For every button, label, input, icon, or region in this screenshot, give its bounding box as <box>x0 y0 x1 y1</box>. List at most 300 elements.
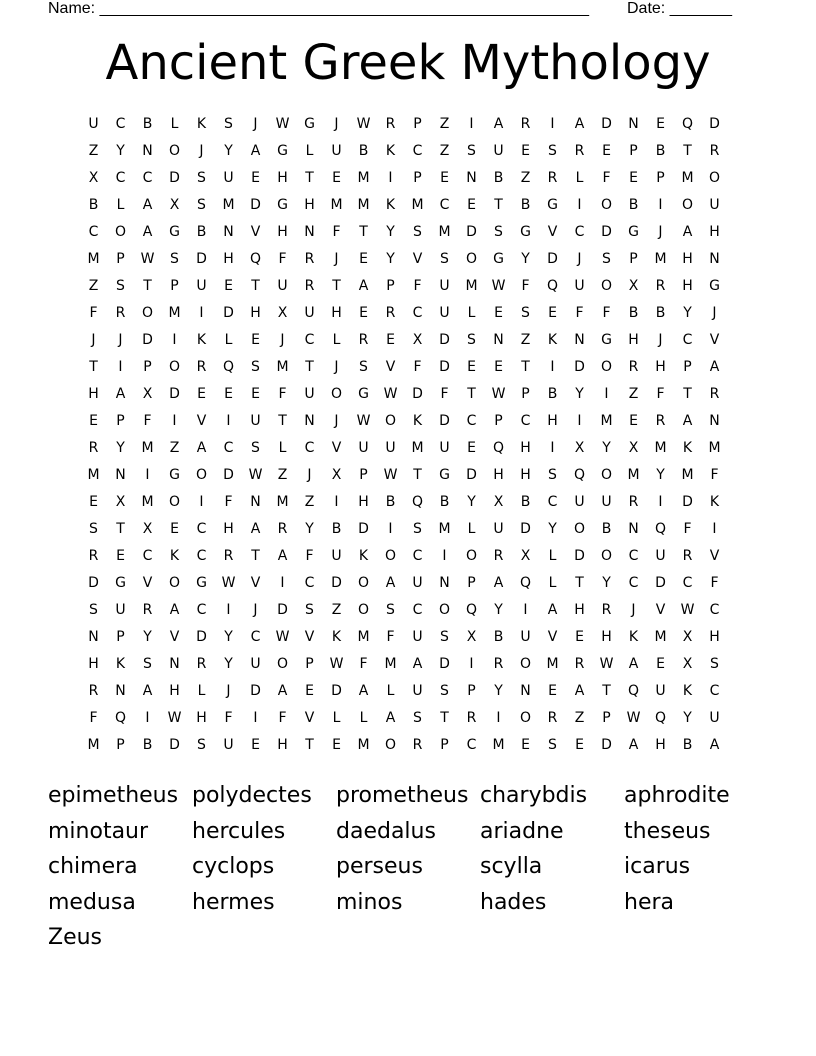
word-list-item: charybdis <box>480 783 588 808</box>
grid-letter: L <box>278 440 287 456</box>
grid-letter: Z <box>88 278 99 294</box>
grid-letter: Y <box>683 305 692 321</box>
grid-letter: C <box>547 494 558 510</box>
grid-letter: L <box>116 197 125 213</box>
grid-letter: F <box>224 494 233 510</box>
grid-letter: I <box>469 656 474 672</box>
grid-letter: O <box>600 467 613 483</box>
grid-letter: H <box>493 467 504 483</box>
grid-letter: J <box>334 251 339 267</box>
grid-letter: H <box>547 413 558 429</box>
grid-letter: P <box>602 710 611 726</box>
grid-letter: C <box>466 737 477 753</box>
grid-letter: S <box>467 143 476 159</box>
grid-letter: I <box>712 521 717 537</box>
grid-letter: O <box>168 575 181 591</box>
grid-letter: H <box>709 629 720 645</box>
grid-letter: J <box>631 602 636 618</box>
grid-letter: I <box>550 440 555 456</box>
header-line <box>48 0 748 20</box>
grid-letter: A <box>142 197 153 213</box>
grid-letter: D <box>466 467 477 483</box>
grid-letter: B <box>628 197 639 213</box>
grid-letter: U <box>493 143 504 159</box>
grid-letter: I <box>199 305 204 321</box>
grid-letter: U <box>574 278 585 294</box>
grid-letter: I <box>253 710 258 726</box>
grid-letter: E <box>305 683 314 699</box>
grid-letter: U <box>223 170 234 186</box>
grid-letter: H <box>520 467 531 483</box>
grid-letter: L <box>332 710 341 726</box>
word-list-item: Zeus <box>48 925 103 950</box>
word-list-item: chimera <box>48 854 138 879</box>
grid-letter: M <box>168 305 181 321</box>
grid-letter: A <box>682 413 693 429</box>
grid-letter: H <box>277 224 288 240</box>
grid-letter: L <box>467 305 476 321</box>
grid-letter: P <box>359 467 368 483</box>
grid-letter: E <box>548 683 557 699</box>
grid-letter: M <box>330 197 343 213</box>
grid-letter: J <box>226 683 231 699</box>
grid-letter: R <box>88 683 99 699</box>
grid-letter: W <box>383 386 398 402</box>
grid-letter: R <box>142 602 153 618</box>
grid-letter: G <box>520 224 531 240</box>
grid-letter: A <box>385 710 396 726</box>
grid-letter: E <box>494 305 503 321</box>
grid-letter: F <box>683 521 692 537</box>
grid-letter: Z <box>628 386 639 402</box>
grid-letter: M <box>411 440 424 456</box>
grid-letter: U <box>709 710 720 726</box>
grid-letter: O <box>195 467 208 483</box>
grid-letter: M <box>627 467 640 483</box>
grid-letter: B <box>520 197 531 213</box>
grid-letter: L <box>359 710 368 726</box>
grid-letter: R <box>547 170 558 186</box>
grid-letter: O <box>573 521 586 537</box>
grid-letter: W <box>680 602 695 618</box>
word-list-item: hades <box>480 889 547 915</box>
grid-letter: W <box>599 656 614 672</box>
grid-letter: O <box>519 710 532 726</box>
grid-letter: P <box>143 359 152 375</box>
grid-letter: T <box>305 359 314 375</box>
grid-letter: E <box>116 548 125 564</box>
name-field-label[interactable]: Name: _______________________________________________________ <box>48 0 589 17</box>
grid-letter: C <box>682 575 693 591</box>
grid-letter: B <box>655 143 666 159</box>
grid-letter: D <box>331 575 342 591</box>
grid-letter: T <box>413 467 422 483</box>
grid-letter: J <box>118 332 123 348</box>
grid-letter: H <box>682 278 693 294</box>
grid-letter: Y <box>602 440 611 456</box>
grid-letter: G <box>709 278 720 294</box>
grid-letter: D <box>88 575 99 591</box>
grid-letter: F <box>440 386 449 402</box>
grid-letter: U <box>709 197 720 213</box>
grid-letter: E <box>467 359 476 375</box>
grid-letter: Q <box>681 116 694 132</box>
grid-letter: V <box>709 332 720 348</box>
grid-letter: F <box>602 305 611 321</box>
grid-letter: E <box>224 386 233 402</box>
grid-letter: U <box>655 548 666 564</box>
grid-letter: E <box>467 440 476 456</box>
grid-letter: C <box>223 440 234 456</box>
word-list-item: prometheus <box>336 783 469 808</box>
grid-letter: K <box>196 116 207 132</box>
grid-letter: C <box>682 332 693 348</box>
grid-letter: O <box>276 656 289 672</box>
grid-letter: V <box>331 440 342 456</box>
grid-letter: S <box>386 602 395 618</box>
grid-letter: V <box>250 224 261 240</box>
grid-letter: M <box>654 440 667 456</box>
grid-letter: K <box>709 494 720 510</box>
grid-letter: S <box>413 521 422 537</box>
grid-letter: R <box>304 251 315 267</box>
grid-letter: R <box>196 656 207 672</box>
grid-letter: C <box>304 332 315 348</box>
grid-letter: D <box>142 332 153 348</box>
grid-letter: O <box>114 224 127 240</box>
grid-letter: T <box>521 359 530 375</box>
grid-letter: M <box>465 278 478 294</box>
grid-letter: K <box>358 548 369 564</box>
grid-letter: Y <box>575 386 584 402</box>
grid-letter: K <box>169 548 180 564</box>
grid-letter: F <box>575 305 584 321</box>
grid-letter: E <box>521 737 530 753</box>
grid-letter: K <box>385 143 396 159</box>
grid-letter: S <box>305 602 314 618</box>
grid-letter: C <box>196 602 207 618</box>
grid-letter: R <box>574 656 585 672</box>
grid-letter: S <box>197 197 206 213</box>
grid-letter: F <box>359 656 368 672</box>
grid-letter: E <box>251 386 260 402</box>
grid-letter: C <box>304 440 315 456</box>
grid-letter: V <box>169 629 180 645</box>
grid-letter: P <box>494 413 503 429</box>
grid-letter: H <box>655 737 666 753</box>
grid-letter: M <box>411 197 424 213</box>
grid-letter: N <box>709 251 720 267</box>
grid-letter: P <box>467 683 476 699</box>
grid-letter: Q <box>465 602 478 618</box>
grid-letter: Q <box>249 251 262 267</box>
grid-letter: Z <box>169 440 180 456</box>
grid-letter: X <box>628 278 639 294</box>
grid-letter: T <box>89 359 98 375</box>
grid-letter: J <box>334 116 339 132</box>
grid-letter: M <box>681 170 694 186</box>
grid-letter: M <box>141 494 154 510</box>
grid-letter: P <box>629 251 638 267</box>
grid-letter: J <box>334 413 339 429</box>
grid-letter: M <box>357 737 370 753</box>
grid-letter: I <box>442 548 447 564</box>
grid-letter: S <box>251 359 260 375</box>
grid-letter: W <box>275 116 290 132</box>
grid-letter: U <box>331 548 342 564</box>
grid-letter: O <box>357 602 370 618</box>
grid-letter: A <box>250 143 261 159</box>
grid-letter: Z <box>304 494 315 510</box>
grid-letter: B <box>682 737 693 753</box>
grid-letter: I <box>334 494 339 510</box>
grid-letter: C <box>88 224 99 240</box>
grid-letter: S <box>440 683 449 699</box>
grid-letter: U <box>277 278 288 294</box>
grid-letter: W <box>491 278 506 294</box>
grid-letter: Y <box>224 656 233 672</box>
grid-letter: B <box>142 116 153 132</box>
grid-letter: E <box>224 278 233 294</box>
grid-letter: V <box>709 548 720 564</box>
grid-letter: Z <box>520 170 531 186</box>
word-list <box>48 778 768 956</box>
grid-letter: U <box>358 440 369 456</box>
grid-letter: T <box>494 197 503 213</box>
grid-letter: Z <box>88 143 99 159</box>
grid-letter: P <box>116 251 125 267</box>
grid-letter: D <box>169 170 180 186</box>
grid-letter: G <box>304 116 315 132</box>
grid-letter: D <box>574 548 585 564</box>
grid-letter: F <box>710 575 719 591</box>
grid-letter: E <box>575 629 584 645</box>
grid-letter: K <box>385 197 396 213</box>
grid-letter: R <box>412 737 423 753</box>
word-list-item: hera <box>624 889 675 915</box>
grid-letter: R <box>709 386 720 402</box>
grid-letter: B <box>655 305 666 321</box>
grid-letter: B <box>493 170 504 186</box>
grid-letter: F <box>521 278 530 294</box>
grid-letter: F <box>224 710 233 726</box>
grid-letter: A <box>709 359 720 375</box>
grid-letter: R <box>655 278 666 294</box>
grid-letter: C <box>250 629 261 645</box>
grid-letter: M <box>681 467 694 483</box>
grid-letter: O <box>708 170 721 186</box>
grid-letter: W <box>140 251 155 267</box>
grid-letter: P <box>116 413 125 429</box>
grid-letter: U <box>439 440 450 456</box>
grid-letter: D <box>655 575 666 591</box>
grid-letter: W <box>626 710 641 726</box>
grid-letter: D <box>250 683 261 699</box>
grid-letter: A <box>628 737 639 753</box>
grid-letter: N <box>169 656 180 672</box>
grid-letter: P <box>116 629 125 645</box>
grid-letter: H <box>88 386 99 402</box>
grid-letter: N <box>304 413 315 429</box>
date-field-label[interactable]: Date: _______ <box>627 0 732 17</box>
grid-letter: X <box>88 170 99 186</box>
grid-letter: H <box>223 251 234 267</box>
grid-letter: H <box>304 197 315 213</box>
grid-letter: X <box>574 440 585 456</box>
grid-letter: B <box>520 494 531 510</box>
grid-letter: M <box>492 737 505 753</box>
grid-letter: O <box>330 386 343 402</box>
grid-letter: M <box>357 629 370 645</box>
grid-letter: A <box>385 575 396 591</box>
grid-letter: S <box>170 251 179 267</box>
grid-letter: E <box>629 413 638 429</box>
grid-letter: Q <box>114 710 127 726</box>
grid-letter: E <box>332 170 341 186</box>
grid-letter: S <box>197 737 206 753</box>
grid-letter: R <box>628 494 639 510</box>
grid-letter: B <box>88 197 99 213</box>
grid-letter: A <box>493 116 504 132</box>
grid-letter: Y <box>224 629 233 645</box>
grid-letter: Z <box>439 143 450 159</box>
grid-letter: F <box>710 467 719 483</box>
grid-letter: R <box>682 548 693 564</box>
grid-letter: I <box>496 710 501 726</box>
grid-letter: A <box>358 683 369 699</box>
grid-letter: E <box>656 656 665 672</box>
grid-letter: M <box>438 521 451 537</box>
grid-letter: E <box>602 143 611 159</box>
grid-letter: J <box>658 332 663 348</box>
grid-letter: E <box>440 170 449 186</box>
grid-letter: R <box>304 278 315 294</box>
grid-letter: Q <box>222 359 235 375</box>
grid-letter: H <box>358 494 369 510</box>
word-list-item: ariadne <box>480 818 564 844</box>
grid-letter: J <box>91 332 96 348</box>
grid-letter: K <box>547 332 558 348</box>
grid-letter: L <box>386 683 395 699</box>
grid-letter: U <box>223 737 234 753</box>
grid-letter: T <box>251 278 260 294</box>
grid-letter: T <box>683 143 692 159</box>
grid-letter: A <box>169 602 180 618</box>
grid-letter: I <box>469 116 474 132</box>
grid-letter: O <box>384 737 397 753</box>
grid-letter: R <box>574 143 585 159</box>
grid-letter: Q <box>627 683 640 699</box>
grid-letter: K <box>412 413 423 429</box>
grid-letter: C <box>574 224 585 240</box>
grid-letter: C <box>412 305 423 321</box>
grid-letter: U <box>574 494 585 510</box>
grid-letter: N <box>493 332 504 348</box>
grid-letter: E <box>521 143 530 159</box>
word-list-item: medusa <box>48 889 136 915</box>
grid-letter: U <box>304 305 315 321</box>
grid-letter: U <box>115 602 126 618</box>
grid-letter: N <box>466 170 477 186</box>
grid-letter: J <box>280 332 285 348</box>
grid-letter: M <box>87 737 100 753</box>
grid-letter: A <box>196 440 207 456</box>
grid-letter: A <box>115 386 126 402</box>
grid-letter: T <box>332 278 341 294</box>
grid-letter: M <box>87 467 100 483</box>
grid-letter: G <box>493 251 504 267</box>
grid-letter: C <box>412 143 423 159</box>
grid-letter: M <box>276 359 289 375</box>
word-list-item: daedalus <box>336 818 436 844</box>
word-list-item: aphrodite <box>624 783 730 808</box>
grid-letter: X <box>169 197 180 213</box>
grid-letter: L <box>332 332 341 348</box>
grid-letter: I <box>280 575 285 591</box>
grid-letter: A <box>142 683 153 699</box>
word-list-item: icarus <box>624 854 691 879</box>
grid-letter: Y <box>386 224 395 240</box>
grid-letter: F <box>89 710 98 726</box>
grid-letter: I <box>226 413 231 429</box>
grid-letter: J <box>199 143 204 159</box>
grid-letter: U <box>655 683 666 699</box>
grid-letter: R <box>196 359 207 375</box>
grid-letter: L <box>575 170 584 186</box>
grid-letter: S <box>116 278 125 294</box>
grid-letter: S <box>251 440 260 456</box>
grid-letter: U <box>439 305 450 321</box>
grid-letter: J <box>658 224 663 240</box>
grid-letter: O <box>600 278 613 294</box>
grid-letter: D <box>439 359 450 375</box>
grid-letter: J <box>253 116 258 132</box>
grid-letter: E <box>251 332 260 348</box>
grid-letter: M <box>357 170 370 186</box>
grid-letter: S <box>89 602 98 618</box>
grid-letter: S <box>548 143 557 159</box>
grid-letter: S <box>89 521 98 537</box>
grid-letter: D <box>439 656 450 672</box>
grid-letter: T <box>116 521 125 537</box>
grid-letter: C <box>520 413 531 429</box>
grid-letter: I <box>172 413 177 429</box>
grid-letter: M <box>654 629 667 645</box>
grid-letter: P <box>413 116 422 132</box>
grid-letter: E <box>251 170 260 186</box>
grid-letter: D <box>601 737 612 753</box>
grid-letter: C <box>196 521 207 537</box>
grid-letter: H <box>574 602 585 618</box>
grid-letter: T <box>683 386 692 402</box>
word-list-item: scylla <box>480 854 543 879</box>
grid-letter: O <box>168 143 181 159</box>
grid-letter: E <box>548 305 557 321</box>
grid-letter: Y <box>386 251 395 267</box>
grid-letter: Y <box>521 251 530 267</box>
grid-letter: R <box>493 548 504 564</box>
grid-letter: Z <box>277 467 288 483</box>
grid-letter: L <box>548 548 557 564</box>
grid-letter: H <box>520 440 531 456</box>
word-list-item: hercules <box>192 818 286 844</box>
grid-letter: D <box>601 116 612 132</box>
grid-letter: P <box>116 737 125 753</box>
grid-letter: M <box>600 413 613 429</box>
grid-letter: C <box>628 575 639 591</box>
grid-letter: D <box>439 413 450 429</box>
grid-letter: C <box>142 170 153 186</box>
